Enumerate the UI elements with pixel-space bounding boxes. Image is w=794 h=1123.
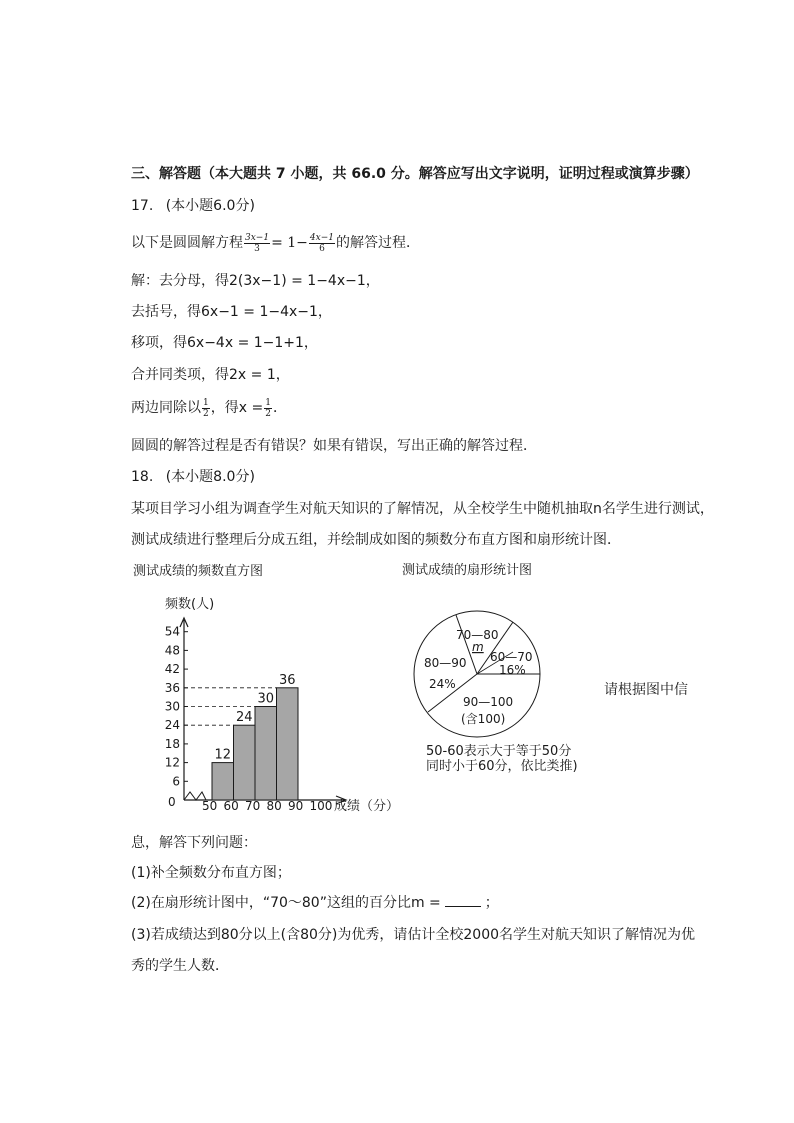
q18-para-2: 测试成绩进行整理后分成五组，并绘制成如图的频数分布直方图和扇形统计图． — [131, 532, 621, 548]
q17-step-1: 解：去分母，得2(3x−1) = 1−4x−1， — [131, 273, 380, 289]
pie-slice-label-90-100: 90—100 — [463, 695, 514, 709]
histogram-y-tick-label: 12 — [164, 755, 180, 770]
histogram-x-tick-label: 60 — [223, 799, 239, 813]
q18-side-text: 请根据图中信 — [604, 682, 688, 698]
histogram-x-tick-label: 80 — [266, 799, 282, 813]
histogram-bar-label: 30 — [257, 691, 275, 707]
histogram-bar-label: 12 — [214, 747, 232, 763]
q18-heading — [131, 468, 255, 486]
pie-chart — [413, 609, 543, 739]
histogram-chart — [140, 590, 420, 820]
pie-slice-label-70-80: 70—80 — [456, 628, 499, 642]
q17-step-5: 两边同除以 $\frac{1}{2}$ ，得x = $\frac{1}{2}$ ． — [131, 397, 287, 419]
pie-title: 测试成绩的扇形统计图 — [402, 563, 533, 578]
pie-note-line-2: 同时小于60分，依比类推) — [426, 759, 578, 774]
histogram-x-tick-label: 90 — [288, 799, 304, 813]
histogram-y-label: 频数(人) — [165, 597, 215, 612]
q17-number: 17. — [131, 198, 154, 214]
equation-mid: = 1− — [271, 235, 308, 251]
histogram-x-label: 成绩（分） — [334, 799, 400, 814]
q17-intro-suffix: 的解答过程． — [335, 235, 420, 251]
q18-sub-3-line-2: 秀的学生人数． — [131, 958, 229, 974]
section-header: 三、解答题（本大题共 7 小题，共 66.0 分。解答应写出文字说明，证明过程或演算步骤） — [131, 166, 699, 182]
histogram-y-tick-label: 48 — [164, 643, 180, 658]
q17-step-3: 移项，得6x−4x = 1−1+1， — [131, 335, 318, 351]
q17-question: 圆圆的解答过程是否有错误？如果有错误，写出正确的解答过程． — [131, 438, 537, 454]
half-fraction-a: $\frac{1}{2}$ — [203, 397, 209, 419]
histogram-title: 测试成绩的频数直方图 — [133, 564, 264, 579]
q17-step-2: 去括号，得6x−1 = 1−4x−1， — [131, 304, 332, 320]
histogram-bar — [212, 763, 234, 800]
equation-rhs-fraction: $\frac{4x-1}{6}$ — [309, 232, 334, 254]
histogram-y-tick-label: 42 — [164, 662, 180, 677]
q18-sub-2: (2)在扇形统计图中，“70～80”这组的百分比m = ； — [131, 895, 499, 911]
histogram-x-tick-label: 50 — [202, 799, 218, 813]
histogram-y-tick-label: 24 — [164, 718, 180, 733]
pie-slice-value-16: 16% — [499, 663, 526, 677]
q17-step-4: 合并同类项，得2x = 1， — [131, 367, 290, 383]
histogram-bar — [277, 688, 299, 800]
q17-heading — [131, 197, 255, 215]
q18-sub-3-line-1: (3)若成绩达到80分以上(含80分)为优秀，请估计全校2000名学生对航天知识了解情况为优 — [131, 927, 696, 943]
q18-para-1: 某项目学习小组为调查学生对航天知识的了解情况，从全校学生中随机抽取n名学生进行测试， — [131, 501, 714, 517]
pie-slice-value-inc100: (含100) — [461, 712, 506, 726]
q17-intro-prefix: 以下是圆圆解方程 — [131, 235, 243, 251]
histogram-bar-label: 36 — [278, 672, 296, 688]
histogram-y-tick-label: 6 — [172, 774, 180, 789]
q18-continuation: 息，解答下列问题： — [131, 835, 257, 851]
pie-slice-label-80-90: 80—90 — [424, 656, 467, 670]
half-fraction-b: $\frac{1}{2}$ — [265, 397, 271, 419]
pie-note-line-1: 50-60表示大于等于50分 — [426, 744, 572, 759]
pie-slice-value-24: 24% — [429, 677, 456, 691]
histogram-x-tick-label: 70 — [245, 799, 261, 813]
pie-slice-value-m: m — [472, 640, 484, 654]
histogram-y-tick-label: 18 — [164, 736, 180, 751]
q18-sub-1: (1)补全频数分布直方图； — [131, 865, 291, 881]
histogram-y-tick-label: 0 — [168, 795, 176, 809]
q18-number: 18. — [131, 469, 154, 485]
answer-blank-m — [445, 894, 481, 907]
pie-slice-label-60-70: 60—70 — [490, 650, 533, 664]
equation-lhs-fraction: $\frac{3x-1}{3}$ — [245, 232, 270, 254]
histogram-y-tick-label: 36 — [164, 680, 180, 695]
histogram-y-tick-label: 54 — [164, 624, 180, 639]
histogram-y-tick-label: 30 — [164, 699, 180, 714]
histogram-x-tick-label: 100 — [309, 799, 333, 813]
q17-points: (本小题6.0分) — [165, 198, 255, 214]
histogram-bar — [255, 707, 277, 801]
q17-intro — [131, 230, 420, 256]
q18-points: (本小题8.0分) — [165, 469, 255, 485]
histogram-bar — [234, 725, 256, 800]
histogram-bar-label: 24 — [235, 710, 253, 726]
